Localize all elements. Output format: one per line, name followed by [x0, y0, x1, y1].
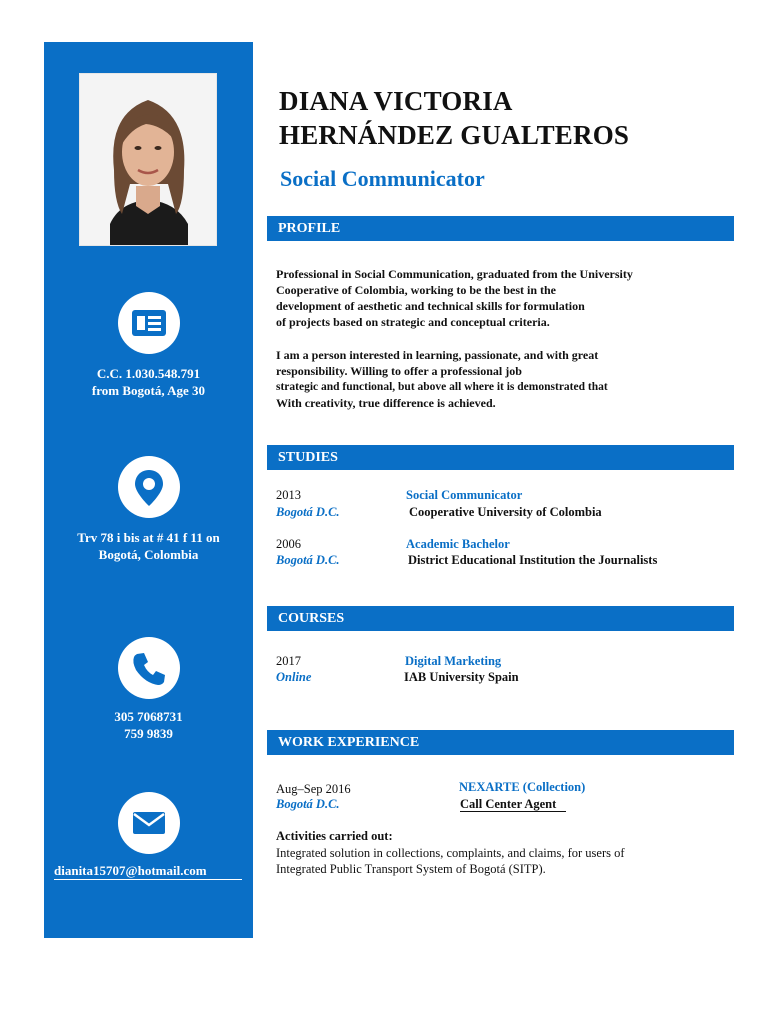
work-role [460, 797, 566, 812]
job-title: Social Communicator [280, 166, 485, 191]
work-company: NEXARTE (Collection) [459, 780, 586, 794]
id-card-icon [118, 292, 180, 354]
location-pin-icon [118, 456, 180, 518]
profile-p2-line: With creativity, true difference is achieved. [276, 396, 496, 410]
name-line-2: HERNÁNDEZ GUALTEROS [279, 120, 630, 150]
activities-line: Integrated solution in collections, complaints, and claims, for users of [276, 846, 625, 860]
phone-number-1: 305 7068731 [114, 709, 183, 724]
study-year: 2006 [276, 537, 301, 551]
address-line: Trv 78 i bis at # 41 f 11 on [77, 530, 220, 545]
profile-p1-line: development of aesthetic and technical skills for formulation [276, 299, 585, 313]
study-location: Bogotá D.C. [276, 505, 340, 519]
name-line-1: DIANA VICTORIA [279, 86, 513, 116]
phone-icon [118, 637, 180, 699]
study-location: Bogotá D.C. [276, 553, 340, 567]
course-title: Digital Marketing [405, 654, 502, 668]
phone-number-2: 759 9839 [124, 726, 173, 741]
envelope-icon [118, 792, 180, 854]
study-title: Academic Bachelor [406, 537, 510, 551]
courses-heading: COURSES [267, 606, 734, 631]
profile-p1-line: of projects based on strategic and conceptual criteria. [276, 315, 550, 329]
activities-description [276, 845, 696, 877]
activities-heading: Activities carried out: [276, 829, 393, 843]
study-title: Social Communicator [406, 488, 523, 502]
course-location: Online [276, 670, 312, 684]
activities-line: Integrated Public Transport System of Bogotá (SITP). [276, 862, 546, 876]
profile-heading: PROFILE [267, 216, 734, 241]
phone-info [44, 708, 253, 742]
work-role-text: Call Center Agent [460, 797, 566, 812]
work-period: Aug–Sep 2016 [276, 782, 351, 796]
profile-photo [79, 73, 217, 246]
id-number: C.C. 1.030.548.791 [96, 366, 201, 381]
profile-p1-line: Cooperative of Colombia, working to be the best in the [276, 283, 556, 297]
profile-paragraph-2 [276, 347, 680, 411]
full-name [279, 84, 629, 152]
address-info [44, 529, 253, 563]
profile-p2-line: strategic and functional, but above all where it is demonstrated that [276, 381, 608, 393]
course-institution: IAB University Spain [404, 670, 519, 684]
profile-p1-line: Professional in Social Communication, graduated from the University [276, 267, 633, 281]
work-heading: WORK EXPERIENCE [267, 730, 734, 755]
email-link[interactable]: dianita15707@hotmail.com [54, 862, 242, 880]
study-year: 2013 [276, 488, 301, 502]
origin-age: from Bogotá, Age 30 [91, 383, 206, 398]
course-year: 2017 [276, 654, 301, 668]
sidebar [44, 42, 253, 938]
profile-p2-line: I am a person interested in learning, passionate, and with great [276, 348, 599, 362]
profile-paragraph-1 [276, 266, 680, 330]
id-info [44, 365, 253, 399]
study-institution: Cooperative University of Colombia [409, 505, 602, 519]
work-location: Bogotá D.C. [276, 797, 340, 811]
study-institution: District Educational Institution the Journalists [408, 553, 658, 567]
city-line: Bogotá, Colombia [98, 547, 199, 562]
profile-p2-line: responsibility. Willing to offer a professional job [276, 364, 522, 378]
studies-heading: STUDIES [267, 445, 734, 470]
